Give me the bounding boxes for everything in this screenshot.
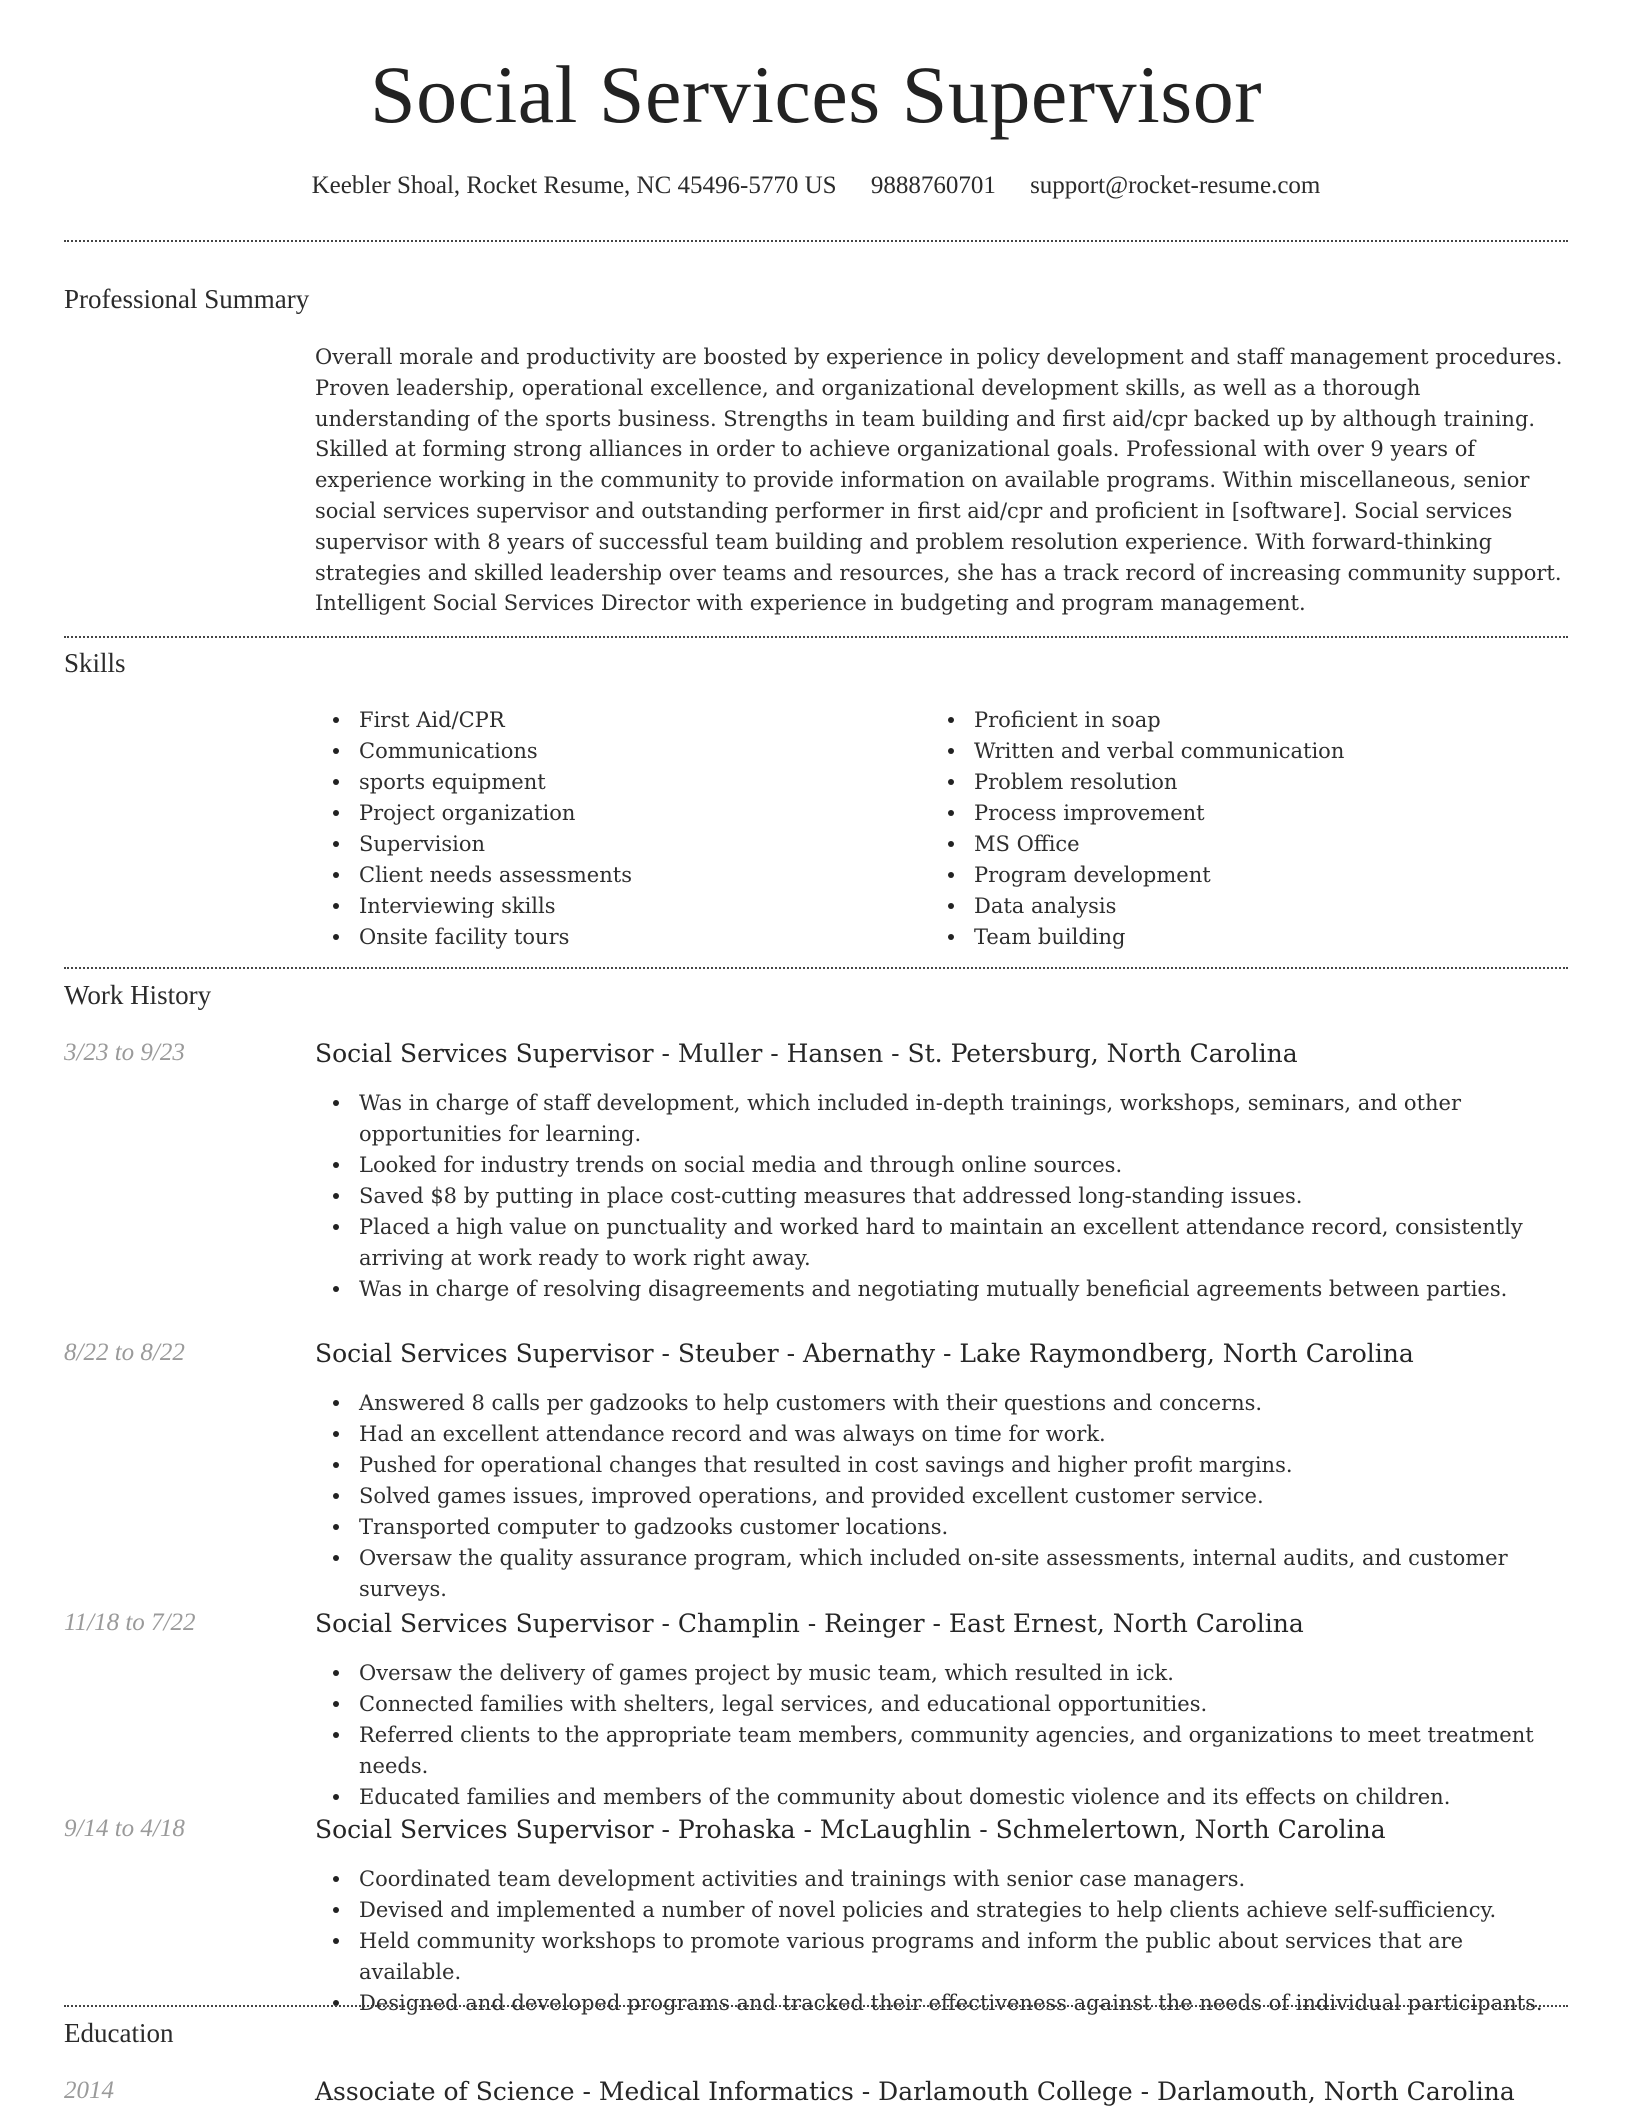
skill-item: First Aid/CPR: [315, 705, 915, 736]
skill-item: Onsite facility tours: [315, 922, 915, 953]
job-bullet: Placed a high value on punctuality and worked hard to maintain an excellent attendance record, consistently arriving at work ready to work right away.: [315, 1212, 1569, 1274]
job-bullet: Was in charge of resolving disagreements and negotiating mutually beneficial agreements between parties.: [315, 1274, 1569, 1305]
job-bullet: Transported computer to gadzooks customer locations.: [315, 1512, 1569, 1543]
job-bullet: Coordinated team development activities and trainings with senior case managers.: [315, 1864, 1569, 1895]
job-bullet: Referred clients to the appropriate team members, community agencies, and organizations to meet treatment needs.: [315, 1720, 1569, 1782]
skills-list-left: [315, 705, 915, 953]
divider: [64, 967, 1568, 969]
job-bullet: Had an excellent attendance record and was always on time for work.: [315, 1419, 1569, 1450]
job-title: Social Services Supervisor - Steuber - Abernathy - Lake Raymondberg, North Carolina: [315, 1339, 1414, 1368]
section-title-work: Work History: [64, 980, 212, 1010]
skill-item: Proficient in soap: [930, 705, 1550, 736]
job-bullets: [315, 1388, 1569, 1605]
contact-email[interactable]: support@rocket-resume.com: [1030, 172, 1321, 199]
divider: [64, 2005, 1568, 2007]
skill-item: Project organization: [315, 798, 915, 829]
job-bullet: Solved games issues, improved operations, and provided excellent customer service.: [315, 1481, 1569, 1512]
skill-item: Program development: [930, 860, 1550, 891]
contact-address: Keebler Shoal, Rocket Resume, NC 45496-5770 US: [311, 172, 837, 199]
divider: [64, 240, 1568, 242]
job-bullets: [315, 1658, 1569, 1813]
job-title: Social Services Supervisor - Champlin - Reinger - East Ernest, North Carolina: [315, 1609, 1304, 1638]
job-dates: 3/23 to 9/23: [64, 1039, 185, 1066]
skill-item: MS Office: [930, 829, 1550, 860]
job-title: Social Services Supervisor - Muller - Hansen - St. Petersburg, North Carolina: [315, 1039, 1298, 1068]
skill-item: Team building: [930, 922, 1550, 953]
job-dates: 8/22 to 8/22: [64, 1339, 185, 1366]
section-title-summary: Professional Summary: [64, 284, 310, 314]
job-bullet: Devised and implemented a number of novel policies and strategies to help clients achieve self-sufficiency.: [315, 1895, 1569, 1926]
job-bullet: Was in charge of staff development, which included in-depth trainings, workshops, seminars, and other opportunities for learning.: [315, 1088, 1569, 1150]
skill-item: Written and verbal communication: [930, 736, 1550, 767]
contact-phone: 9888760701: [870, 172, 996, 199]
skill-item: Supervision: [315, 829, 915, 860]
job-bullet: Educated families and members of the community about domestic violence and its effects on children.: [315, 1782, 1569, 1813]
job-title: Social Services Supervisor - Prohaska - McLaughlin - Schmelertown, North Carolina: [315, 1815, 1386, 1844]
job-bullet: Designed and developed programs and tracked their effectiveness against the needs of individual participants.: [315, 1988, 1569, 2019]
skill-item: Problem resolution: [930, 767, 1550, 798]
skills-list-right: [930, 705, 1550, 953]
contact-line: [0, 172, 1632, 200]
job-bullets: [315, 1088, 1569, 1305]
job-bullet: Oversaw the delivery of games project by music team, which resulted in ick.: [315, 1658, 1569, 1689]
job-dates: 9/14 to 4/18: [64, 1815, 185, 1842]
job-bullet: Connected families with shelters, legal services, and educational opportunities.: [315, 1689, 1569, 1720]
section-title-skills: Skills: [64, 648, 126, 678]
divider: [64, 636, 1568, 638]
section-title-education: Education: [64, 2018, 174, 2048]
skill-item: Process improvement: [930, 798, 1550, 829]
resume-name: Social Services Supervisor: [369, 49, 1263, 140]
skill-item: Client needs assessments: [315, 860, 915, 891]
job-bullet: Oversaw the quality assurance program, which included on-site assessments, internal audits, and customer surveys.: [315, 1543, 1569, 1605]
job-bullet: Pushed for operational changes that resulted in cost savings and higher profit margins.: [315, 1450, 1569, 1481]
skill-item: Data analysis: [930, 891, 1550, 922]
job-bullet: Answered 8 calls per gadzooks to help customers with their questions and concerns.: [315, 1388, 1569, 1419]
job-bullets: [315, 1864, 1569, 2019]
job-bullet: Looked for industry trends on social media and through online sources.: [315, 1150, 1569, 1181]
education-year: 2014: [64, 2077, 114, 2104]
job-bullet: Held community workshops to promote various programs and inform the public about services that are available.: [315, 1926, 1569, 1988]
skill-item: Interviewing skills: [315, 891, 915, 922]
job-dates: 11/18 to 7/22: [64, 1609, 196, 1636]
skill-item: sports equipment: [315, 767, 915, 798]
education-degree: Associate of Science - Medical Informatics - Darlamouth College - Darlamouth, North Carolina: [315, 2077, 1515, 2106]
job-bullet: Saved $8 by putting in place cost-cutting measures that addressed long-standing issues.: [315, 1181, 1569, 1212]
summary-text: Overall morale and productivity are boosted by experience in policy development and staff management procedures. Proven leadership, operational excellence, and organizational development skills, as well as a thorough understanding of the sports business. Strengths in team building and first aid/cpr backed up by although training. Skilled at forming strong alliances in order to achieve organizational goals. Professional with over 9 years of experience working in the community to provide information on available programs. Within miscellaneous, senior social services supervisor and outstanding performer in first aid/cpr and proficient in [software]. Social services supervisor with 8 years of successful team building and problem resolution experience. With forward-thinking strategies and skilled leadership over teams and resources, she has a track record of increasing community support. Intelligent Social Services Director with experience in budgeting and program management.: [315, 345, 1563, 616]
skill-item: Communications: [315, 736, 915, 767]
